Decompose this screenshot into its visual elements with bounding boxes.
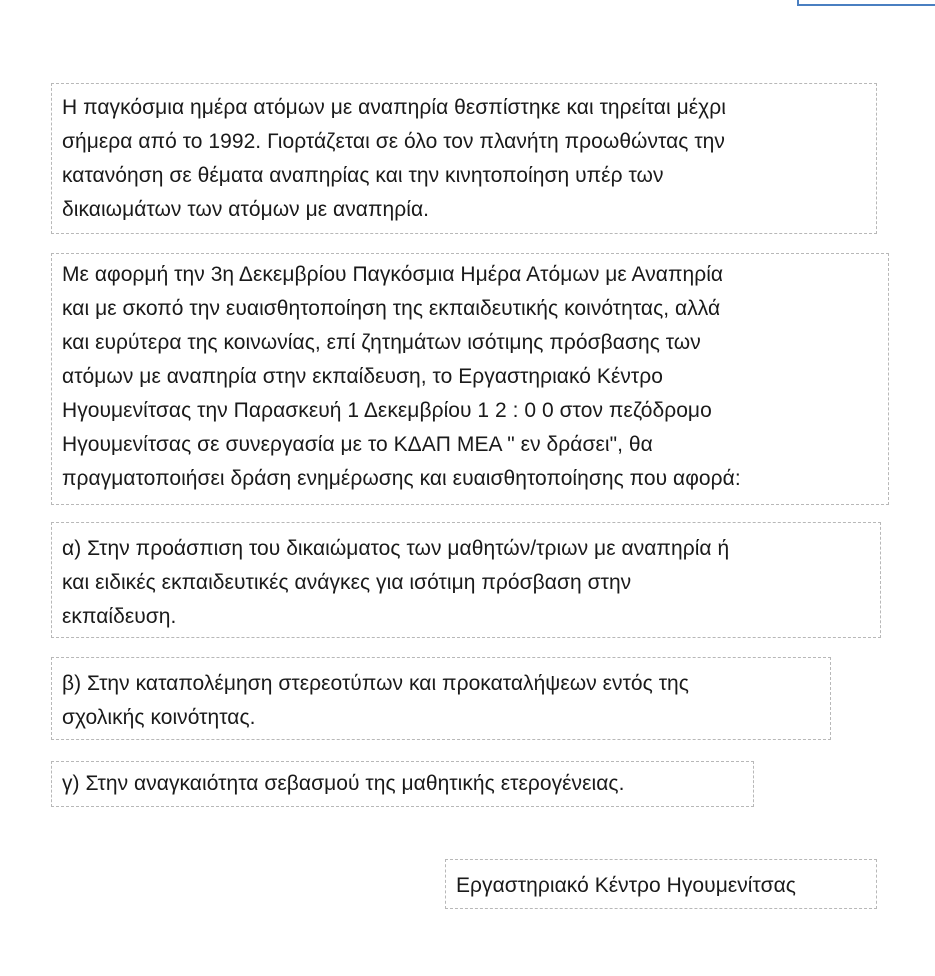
point-b-paragraph: β) Στην καταπολέμηση στερεοτύπων και προκαταλήψεων εντός της σχολικής κοινότητας.: [51, 657, 831, 740]
event-paragraph: Με αφορμή την 3η Δεκεμβρίου Παγκόσμια Ημέρα Ατόμων με Αναπηρία και με σκοπό την ευαισθητοποίηση της εκπαιδευτικής κοινότητας, αλλά και ευρύτερα της κοινωνίας, επί ζητημάτων ισότιμης πρόσβασης των ατόμων με αναπηρία στην εκπαίδευση, το Εργαστηριακό Κέντρο Ηγουμενίτσας την Παρασκευή 1 Δεκεμβρίου 1 2 : 0 0 στον πεζόδρομο Ηγουμενίτσας σε συνεργασία με το ΚΔΑΠ ΜΕΑ " εν δράσει", θα πραγματοποιήσει δράση ενημέρωσης και ευαισθητοποίησης που αφορά:: [51, 253, 889, 505]
point-a-paragraph: α) Στην προάσπιση του δικαιώματος των μαθητών/τριων με αναπηρία ή και ειδικές εκπαιδευτικές ανάγκες για ισότιμη πρόσβαση στην εκπαίδευση.: [51, 522, 881, 638]
signature-line: Εργαστηριακό Κέντρο Ηγουμενίτσας: [445, 859, 877, 909]
intro-paragraph: Η παγκόσμια ημέρα ατόμων με αναπηρία θεσπίστηκε και τηρείται μέχρι σήμερα από το 1992. Γιορτάζεται σε όλο τον πλανήτη προωθώντας την κατανόηση σε θέματα αναπηρίας και την κινητοποίηση υπέρ των δικαιωμάτων των ατόμων με αναπηρία.: [51, 83, 877, 234]
corner-frame: [797, 0, 935, 6]
point-c-paragraph: γ) Στην αναγκαιότητα σεβασμού της μαθητικής ετερογένειας.: [51, 761, 754, 807]
